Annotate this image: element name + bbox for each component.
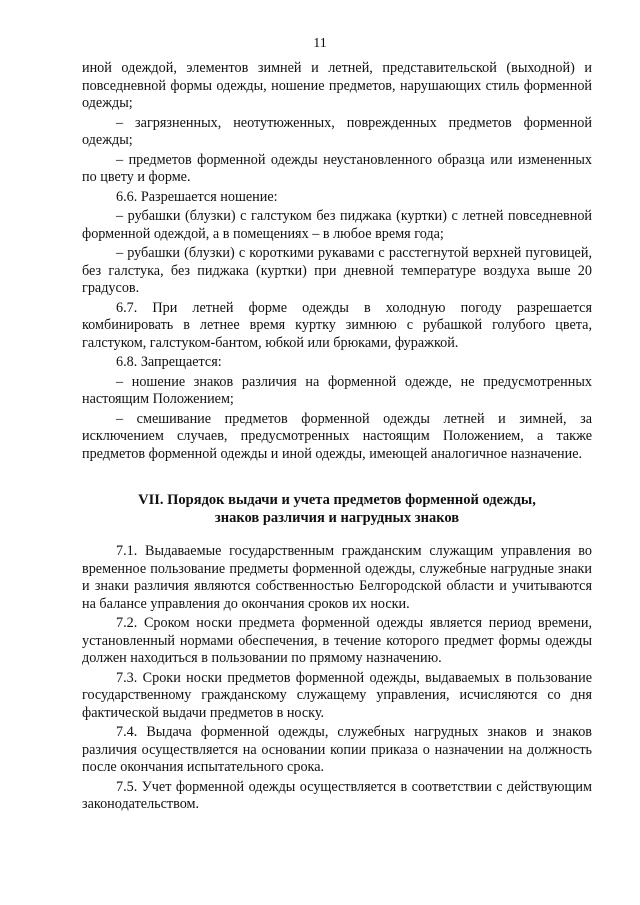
- clause-paragraph: 7.3. Сроки носки предметов форменной одежды, выдаваемых в пользование государственному гражданскому служащему управления, исчисляются со дня фактической выдачи предметов в носку.: [82, 669, 592, 721]
- list-item: – ношение знаков различия на форменной одежде, не предусмотренных настоящим Положением;: [82, 373, 592, 407]
- clause-heading: 6.8. Запрещается:: [116, 354, 222, 370]
- list-item: – предметов форменной одежды неустановленного образца или измененных по цвету и форме.: [82, 151, 592, 185]
- clause-heading: 6.6. Разрешается ношение:: [116, 188, 278, 205]
- section-title: [82, 491, 592, 527]
- clause-paragraph: 7.2. Сроком носки предмета форменной одежды является период времени, установленный нормами обеспечения, в течение которого предмет формы одежды должен находиться в пользовании по прямому назначению.: [82, 615, 592, 666]
- document-body: [82, 60, 592, 816]
- section-title-line-1: VII. Порядок выдачи и учета предметов форменной одежды,: [138, 492, 536, 508]
- clause-paragraph: 7.4. Выдача форменной одежды, служебных нагрудных знаков и знаков различия осуществляется на основании копии приказа о назначении на должность после окончания испытательного срока.: [82, 724, 592, 775]
- list-item: – смешивание предметов форменной одежды летней и зимней, за исключением случаев, предусмотренных настоящим Положением, а также предметов форменной одежды и иной одежды, имеющей аналогичное назначение.: [82, 410, 592, 462]
- list-item: – рубашки (блузки) с короткими рукавами с расстегнутой верхней пуговицей, без галстука, без пиджака (куртки) при дневной температуре воздуха выше 20 градусов.: [82, 245, 592, 296]
- clause-paragraph: 7.5. Учет форменной одежды осуществляется в соответствии с действующим законодательством.: [82, 778, 592, 812]
- page-number: 11: [313, 36, 327, 51]
- paragraph-continuation: иной одеждой, элементов зимней и летней, представительской (выходной) и повседневной формы одежды, ношение предметов, нарушающих стиль форменной одежды;: [82, 60, 592, 111]
- list-item: – загрязненных, неотутюженных, поврежденных предметов форменной одежды;: [82, 114, 592, 148]
- list-item: – рубашки (блузки) с галстуком без пиджака (куртки) с летней повседневной форменной одеждой, а в помещениях – в любое время года;: [82, 208, 592, 242]
- section-title-line-2: знаков различия и нагрудных знаков: [214, 510, 460, 526]
- clause-paragraph: 6.7. При летней форме одежды в холодную погоду разрешается комбинировать в летнее время куртку зимнюю с рубашкой голубого цвета, галстуком, галстуком-бантом, юбкой или брюками, фуражкой.: [82, 299, 592, 351]
- clause-paragraph: 7.1. Выдаваемые государственным гражданским служащим управления во временное пользование предметы форменной одежды, служебные нагрудные знаки и знаки различия являются собственностью Белгородской области и учитываются на балансе управления до окончания сроков их носки.: [82, 543, 592, 612]
